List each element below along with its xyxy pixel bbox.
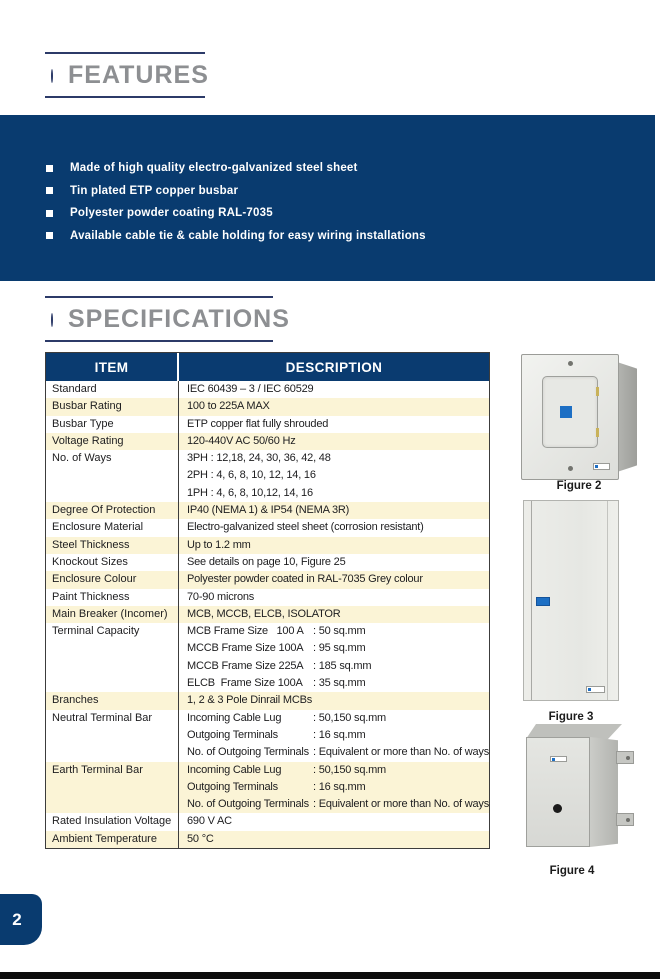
hinge-icon [596, 387, 599, 396]
mounting-bracket [616, 751, 634, 764]
description-cell [179, 433, 489, 450]
description-line: 690 V AC [187, 815, 232, 828]
heading-bullet-icon [51, 313, 53, 327]
table-body [46, 381, 489, 848]
table-row [46, 813, 489, 830]
description-cell [179, 416, 489, 433]
item-cell: Steel Thickness [46, 537, 179, 554]
item-cell: Branches [46, 692, 179, 709]
enclosure-door [542, 376, 598, 448]
table-row [46, 571, 489, 588]
description-line: 50 °C [187, 832, 214, 845]
table-row [46, 416, 489, 433]
enclosure-side-panel [617, 362, 637, 472]
description-line: IP40 (NEMA 1) & IP54 (NEMA 3R) [187, 504, 350, 517]
description-line: See details on page 10, Figure 25 [187, 555, 346, 568]
description-line: Polyester powder coated in RAL-7035 Grey colour [187, 573, 423, 586]
feature-item [46, 207, 426, 219]
figure-caption: Figure 4 [549, 865, 595, 877]
item-cell: Busbar Rating [46, 398, 179, 415]
brand-sticker [560, 406, 572, 418]
description-line: Incoming Cable Lug : 50,150 sq.mm [187, 711, 387, 724]
description-line: MCB, MCCB, ELCB, ISOLATOR [187, 607, 341, 620]
figure-caption: Figure 2 [556, 480, 602, 492]
table-row [46, 502, 489, 519]
column-header-description: DESCRIPTION [285, 359, 383, 375]
description-cell [179, 502, 489, 519]
feature-item [46, 162, 426, 174]
enclosure-front-plate [521, 354, 619, 480]
description-cell [179, 623, 489, 692]
description-cell [179, 537, 489, 554]
description-cell [179, 831, 489, 848]
description-line: 3PH : 12,18, 24, 30, 36, 42, 48 [187, 452, 331, 465]
square-bullet-icon [46, 187, 53, 194]
feature-item [46, 230, 426, 242]
description-cell [179, 813, 489, 830]
product-label [586, 686, 605, 693]
feature-text: Polyester powder coating RAL-7035 [70, 207, 273, 219]
table-row [46, 831, 489, 848]
item-cell: Neutral Terminal Bar [46, 710, 179, 762]
figure-3 [523, 500, 619, 723]
item-cell: Voltage Rating [46, 433, 179, 450]
page-number: 2 [12, 909, 22, 929]
description-cell [179, 519, 489, 536]
features-list [46, 162, 426, 252]
description-cell [179, 710, 489, 762]
table-row [46, 450, 489, 502]
item-cell: Paint Thickness [46, 589, 179, 606]
mounting-bracket [616, 813, 634, 826]
features-heading-text: FEATURES [68, 61, 209, 89]
enclosure-front-face [526, 737, 590, 847]
specifications-heading-text: SPECIFICATIONS [68, 305, 290, 333]
description-line: MCB Frame Size 100 A : 50 sq.mm [187, 625, 366, 638]
description-line: Outgoing Terminals : 16 sq.mm [187, 728, 366, 741]
hinge-icon [596, 428, 599, 437]
description-line: Incoming Cable Lug : 50,150 sq.mm [187, 763, 387, 776]
figure-4 [508, 724, 636, 877]
item-cell: Enclosure Material [46, 519, 179, 536]
figure-caption: Figure 3 [548, 711, 594, 723]
description-line: MCCB Frame Size 100A : 95 sq.mm [187, 642, 366, 655]
feature-text: Available cable tie & cable holding for easy wiring installations [70, 229, 426, 242]
specifications-section-heading [45, 296, 290, 342]
table-row [46, 606, 489, 623]
description-line: 100 to 225A MAX [187, 400, 270, 413]
product-label [593, 463, 610, 470]
description-cell [179, 398, 489, 415]
description-cell [179, 554, 489, 571]
square-bullet-icon [46, 210, 53, 217]
item-cell: Standard [46, 381, 179, 398]
door-edge-line [531, 501, 532, 700]
table-row [46, 623, 489, 692]
door-handle [536, 597, 550, 606]
item-cell: Terminal Capacity [46, 623, 179, 692]
description-cell [179, 450, 489, 502]
bottom-edge-bar [0, 972, 660, 979]
item-cell: Ambient Temperature [46, 831, 179, 848]
features-band [0, 115, 655, 281]
square-bullet-icon [46, 165, 53, 172]
table-row [46, 537, 489, 554]
table-row [46, 433, 489, 450]
screw-icon [568, 466, 573, 471]
description-line: ETP copper flat fully shrouded [187, 417, 329, 430]
description-cell [179, 571, 489, 588]
screw-icon [568, 361, 573, 366]
tall-enclosure-image [523, 500, 619, 701]
description-cell [179, 589, 489, 606]
square-bullet-icon [46, 232, 53, 239]
table-header-row [46, 353, 489, 381]
table-row [46, 692, 489, 709]
description-cell [179, 606, 489, 623]
item-cell: Rated Insulation Voltage [46, 813, 179, 830]
description-line: MCCB Frame Size 225A : 185 sq.mm [187, 659, 372, 672]
description-cell [179, 692, 489, 709]
table-row [46, 398, 489, 415]
description-line: No. of Outgoing Terminals : Equivalent or more than No. of ways [187, 746, 489, 759]
description-line: Electro-galvanized steel sheet (corrosion resistant) [187, 521, 424, 534]
item-cell: Busbar Type [46, 416, 179, 433]
description-line: 2PH : 4, 6, 8, 10, 12, 14, 16 [187, 469, 316, 482]
features-section-heading [45, 52, 209, 98]
specifications-table [45, 352, 490, 849]
door-edge-line [607, 501, 608, 700]
item-cell: Main Breaker (Incomer) [46, 606, 179, 623]
table-row [46, 519, 489, 536]
item-cell: Knockout Sizes [46, 554, 179, 571]
description-cell [179, 381, 489, 398]
description-line: 120-440V AC 50/60 Hz [187, 434, 296, 447]
feature-item [46, 185, 426, 197]
lock-knob [553, 804, 562, 813]
description-line: No. of Outgoing Terminals : Equivalent or more than No. of ways [187, 798, 489, 811]
description-line: Up to 1.2 mm [187, 538, 251, 551]
description-line: Outgoing Terminals : 16 sq.mm [187, 780, 366, 793]
description-cell [179, 762, 489, 814]
table-row [46, 710, 489, 762]
surface-enclosure-image [508, 724, 636, 857]
table-row [46, 762, 489, 814]
item-cell: Degree Of Protection [46, 502, 179, 519]
page-number-badge [0, 894, 42, 945]
table-row [46, 554, 489, 571]
description-line: 70-90 microns [187, 590, 255, 603]
figure-2 [521, 354, 637, 492]
feature-text: Made of high quality electro-galvanized steel sheet [70, 162, 358, 174]
heading-bottom-rule [45, 340, 273, 342]
heading-bullet-icon [51, 69, 53, 83]
description-line: 1PH : 4, 6, 8, 10,12, 14, 16 [187, 486, 313, 499]
description-line: ELCB Frame Size 100A : 35 sq.mm [187, 677, 366, 690]
item-cell: Earth Terminal Bar [46, 762, 179, 814]
feature-text: Tin plated ETP copper busbar [70, 184, 239, 197]
heading-bottom-rule [45, 96, 205, 98]
item-cell: No. of Ways [46, 450, 179, 502]
enclosure-side-face [590, 737, 618, 847]
table-row [46, 589, 489, 606]
table-row [46, 381, 489, 398]
item-cell: Enclosure Colour [46, 571, 179, 588]
description-line: 1, 2 & 3 Pole Dinrail MCBs [187, 694, 313, 707]
flush-enclosure-image [521, 354, 637, 480]
description-line: IEC 60439 – 3 / IEC 60529 [187, 383, 314, 395]
column-header-item: ITEM [46, 353, 179, 381]
product-label [550, 756, 567, 762]
